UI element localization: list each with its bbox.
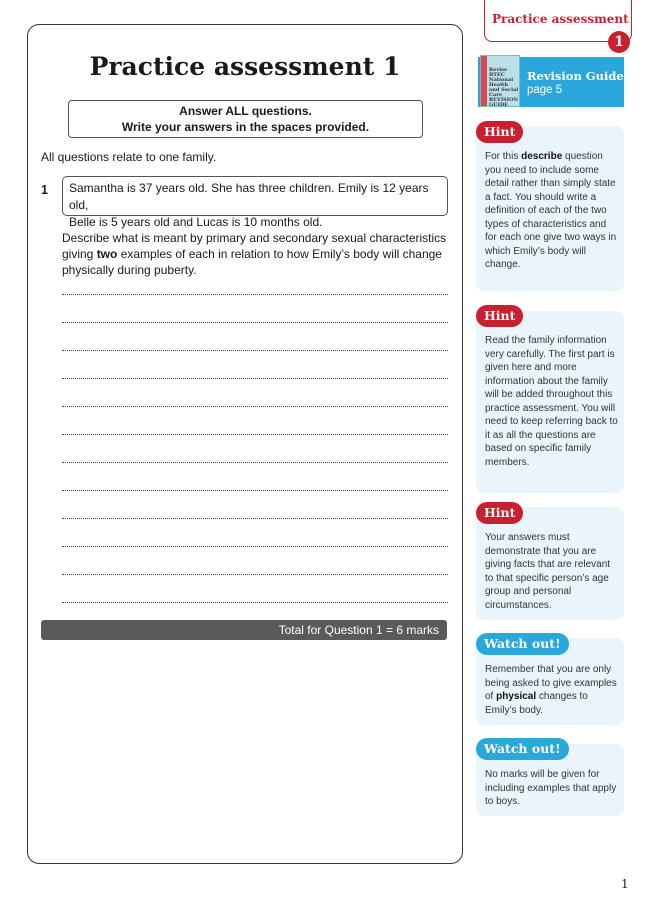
instructions-line-1: Answer ALL questions. bbox=[179, 104, 312, 118]
book-spine bbox=[481, 56, 487, 106]
hint-2-text: Read the family information very carefully. The first part is given here and more information about the family will be added throughout this practice assessment. You will need to keep referring back to it as all the questions are based on specific family members. bbox=[485, 335, 618, 468]
hint-1-badge: Hint bbox=[476, 121, 523, 143]
page-title: Practice assessment 1 bbox=[89, 52, 401, 81]
hint-3-badge: Hint bbox=[476, 502, 523, 524]
context-line-2: Belle is 5 years old and Lucas is 10 months old. bbox=[69, 215, 323, 229]
intro-text: All questions relate to one family. bbox=[41, 150, 217, 164]
page-number: 1 bbox=[621, 877, 629, 891]
watch-out-1-text: Remember that you are only being asked to give examples of physical changes to Emily’s body. bbox=[485, 664, 617, 716]
context-line-1: Samantha is 37 years old. She has three children. Emily is 12 years old, bbox=[69, 181, 429, 212]
question-context-box bbox=[62, 176, 448, 229]
answer-line[interactable] bbox=[62, 294, 448, 322]
answer-line[interactable] bbox=[62, 546, 448, 574]
question-number: 1 bbox=[41, 183, 48, 197]
answer-lines[interactable] bbox=[62, 294, 448, 630]
answer-line[interactable] bbox=[62, 406, 448, 434]
book-cover-text: Revise BTEC National Health and Social Care REVISION GUIDE bbox=[489, 67, 519, 108]
answer-line[interactable] bbox=[62, 490, 448, 518]
watch-out-2-text: No marks will be given for including examples that apply to boys. bbox=[485, 769, 617, 807]
section-tab-number: 1 bbox=[608, 31, 630, 53]
hint-3-text: Your answers must demonstrate that you are giving facts that are relevant to that specific person’s age group and personal circumstances. bbox=[485, 532, 611, 611]
answer-line[interactable] bbox=[62, 518, 448, 546]
revision-guide-title: Revision Guide bbox=[527, 69, 624, 83]
revision-guide-book-icon bbox=[480, 55, 520, 107]
answer-line[interactable] bbox=[62, 322, 448, 350]
answer-line[interactable] bbox=[62, 462, 448, 490]
answer-line[interactable] bbox=[62, 434, 448, 462]
hint-box-1 bbox=[476, 126, 624, 291]
question-text-bold: two bbox=[96, 247, 118, 261]
hint-1-text: For this describe question you need to include some detail rather than simply state a fact. You should write a definition of each of the two types of characteristics and for each one give two ways in which Emily’s body will change. bbox=[485, 151, 617, 270]
question-text-before: Describe what is meant by primary and secondary sexual characteristics giving bbox=[62, 231, 447, 261]
question-text-after: examples of each in relation to how Emily’s body will change physically during puberty. bbox=[62, 247, 442, 277]
answer-line[interactable] bbox=[62, 350, 448, 378]
answer-line[interactable] bbox=[62, 574, 448, 602]
total-marks-bar: Total for Question 1 = 6 marks bbox=[41, 620, 447, 640]
revision-guide-page: page 5 bbox=[527, 84, 563, 96]
watch-out-2-badge: Watch out! bbox=[476, 738, 569, 760]
answer-line[interactable] bbox=[62, 378, 448, 406]
question-text bbox=[62, 230, 452, 278]
hint-box-2 bbox=[476, 311, 624, 493]
instructions-line-2: Write your answers in the spaces provided. bbox=[121, 119, 370, 134]
instructions-box bbox=[68, 100, 423, 138]
watch-out-1-badge: Watch out! bbox=[476, 633, 569, 655]
section-tab-label: Practice assessment bbox=[492, 12, 629, 26]
hint-2-badge: Hint bbox=[476, 305, 523, 327]
